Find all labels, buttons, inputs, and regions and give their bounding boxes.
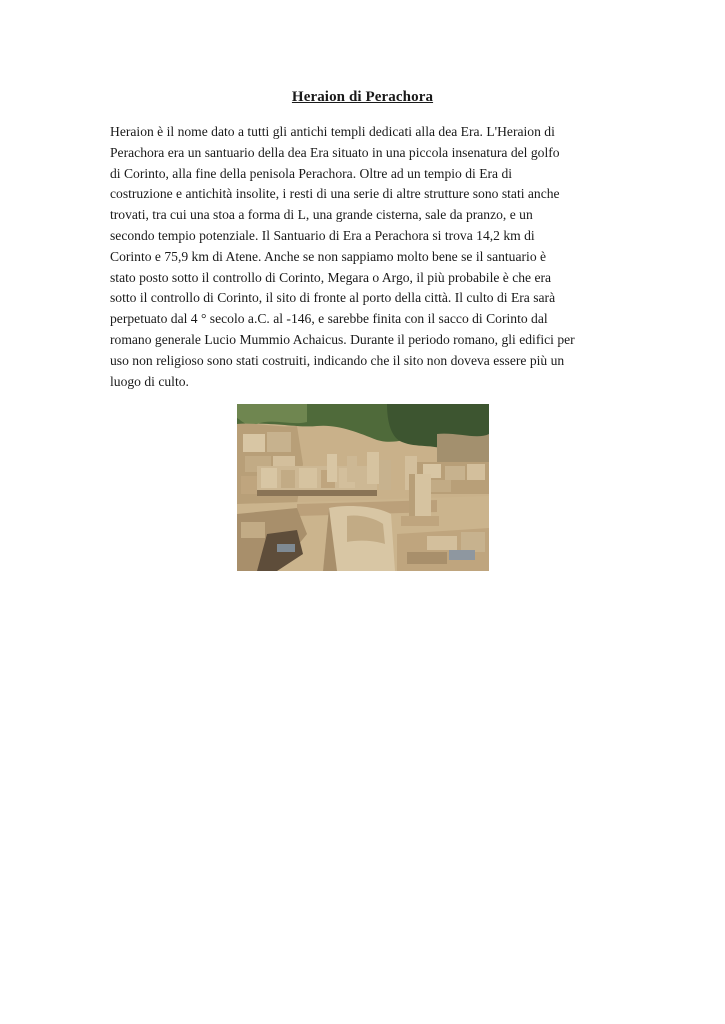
text-line: di Corinto, alla fine della penisola Perachora. Oltre ad un tempio di Era di (110, 165, 513, 181)
text-line: Corinto e 75,9 km di Atene. Anche se non sappiamo molto bene se il santuario è (110, 248, 547, 264)
text-line: secondo tempio potenziale. Il Santuario di Era a Perachora si trova 14,2 km di (110, 227, 535, 243)
text-line: luogo di culto. (110, 373, 189, 389)
text-line: stato posto sotto il controllo di Corinto, Megara o Argo, il più probabile è che era (110, 269, 552, 285)
ruins-photo (237, 404, 489, 571)
text-line: perpetuato dal 4 ° secolo a.C. al -146, e sarebbe finita con il sacco di Corinto dal (110, 311, 548, 327)
text-line: trovati, tra cui una stoa a forma di L, una grande cisterna, sale da pranzo, e un (110, 207, 533, 223)
text-line: romano generale Lucio Mummio Achaicus. Durante il periodo romano, gli edifici per (110, 331, 575, 347)
text-line: costruzione e antichità insolite, i resti di una serie di altre strutture sono stati anche (110, 186, 560, 202)
text-line: sotto il controllo di Corinto, il sito di fronte al porto della città. Il culto di Era sarà (110, 290, 556, 306)
text-line: Perachora era un santuario della dea Era situato in una piccola insenatura del golfo (110, 144, 560, 160)
page-title: Heraion di Perachora (291, 89, 434, 105)
text-line: Heraion è il nome dato a tutti gli antichi templi dedicati alla dea Era. L'Heraion di (110, 124, 555, 139)
text-line: uso non religioso sono stati costruiti, indicando che il sito non doveva essere più un (110, 352, 565, 368)
body-paragraph (110, 122, 620, 392)
